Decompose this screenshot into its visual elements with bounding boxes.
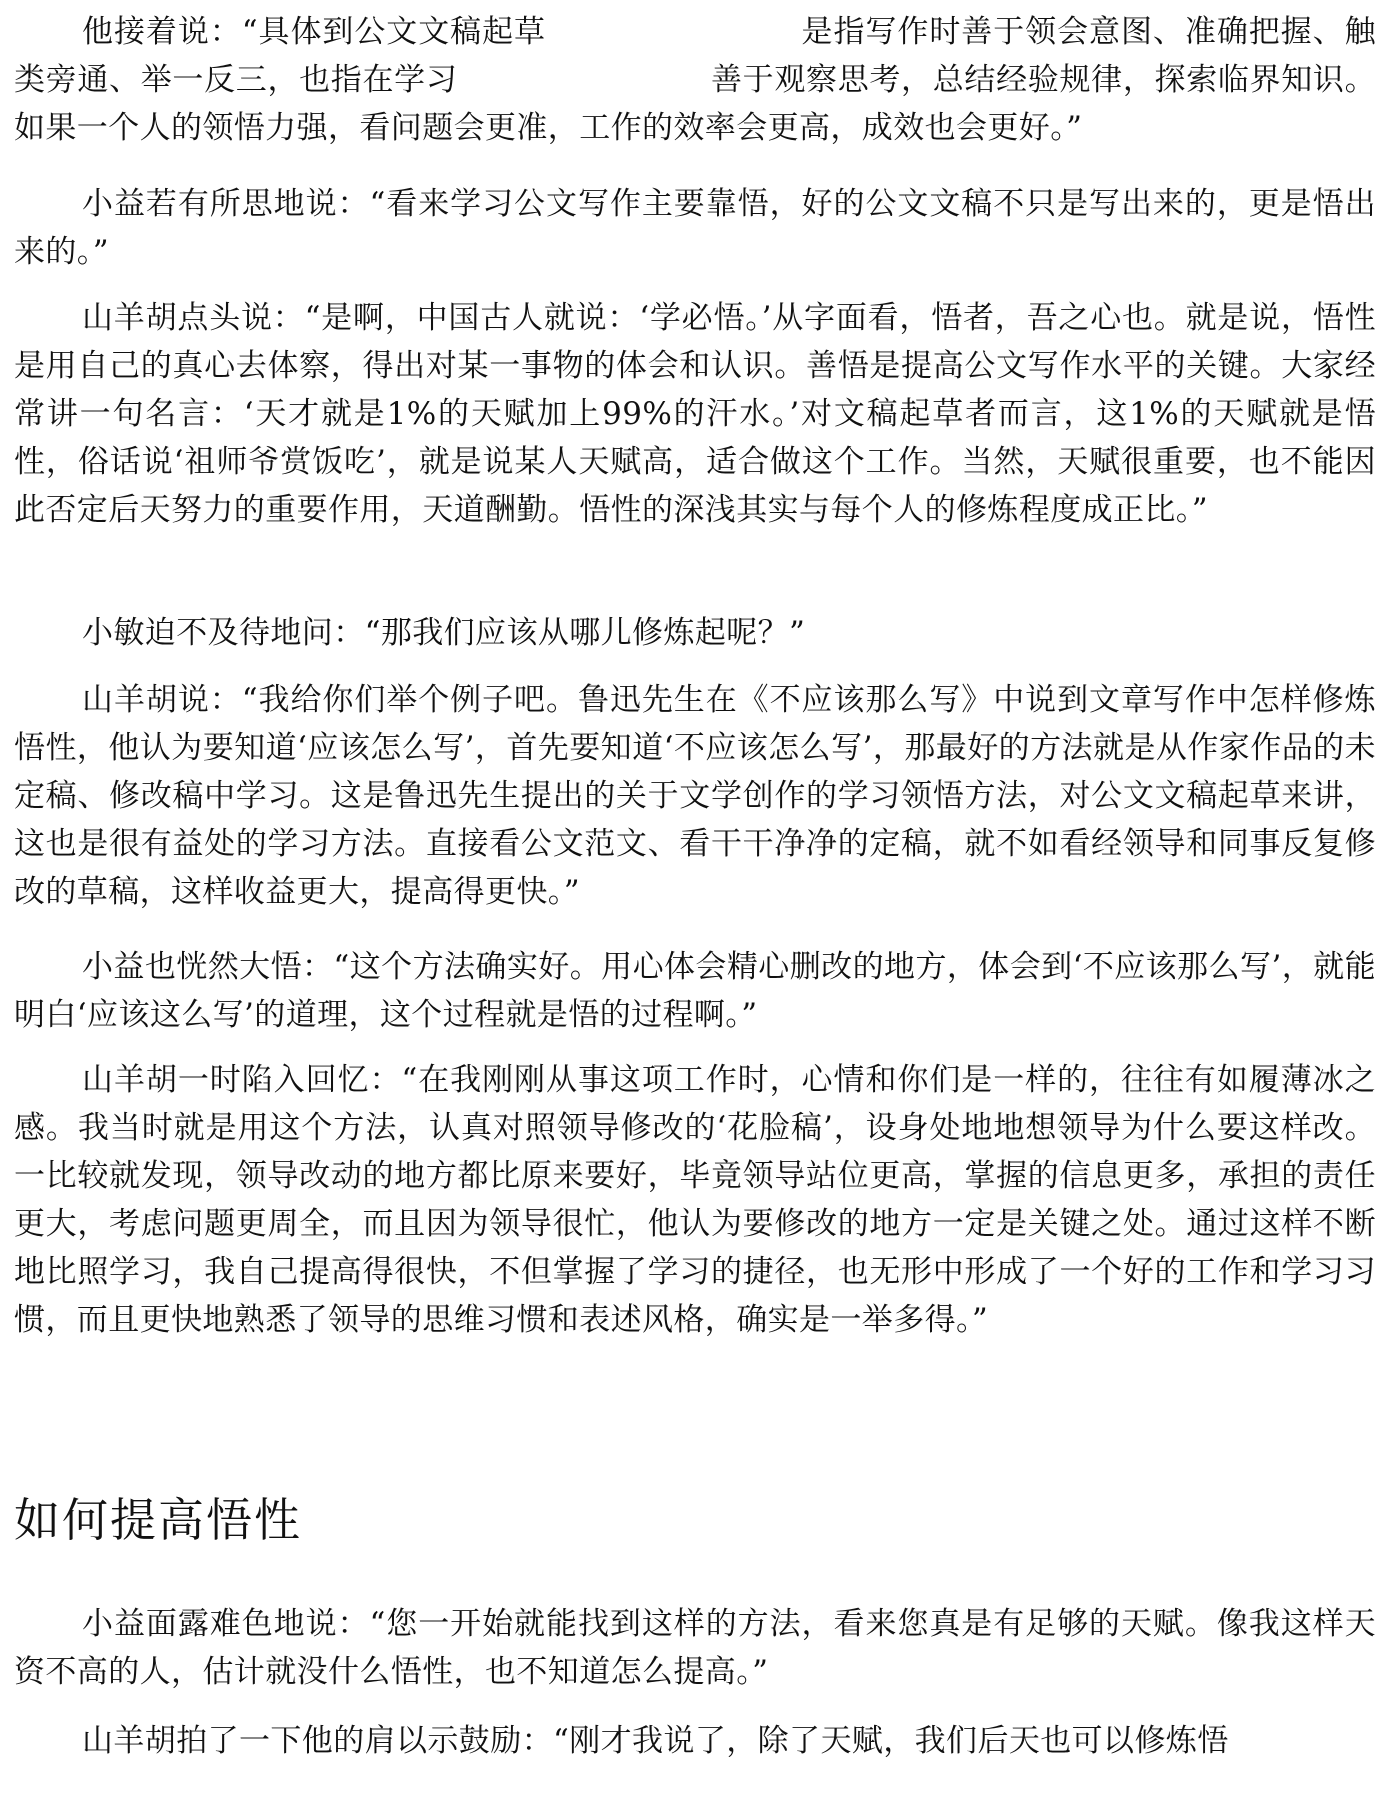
paragraph: 小敏迫不及待地问：“那我们应该从哪儿修炼起呢？”	[82, 615, 806, 651]
paragraph: 小益若有所思地说：“看来学习公文写作主要靠悟，好的公文文稿不只是写出来的，更是悟出来的。”	[14, 186, 1376, 270]
paragraph: 山羊胡一时陷入回忆：“在我刚刚从事这项工作时，心情和你们是一样的，往往有如履薄冰之感。我当时就是用这个方法，认真对照领导修改的‘花脸稿’，设身处地地想领导为什么要这样改。一比较就发现，领导改动的地方都比原来要好，毕竟领导站位更高，掌握的信息更多，承担的责任更大，考虑问题更周全，而且因为领导很忙，他认为要修改的地方一定是关键之处。通过这样不断地比照学习，我自己提高得很快，不但掌握了学习的捷径，也无形中形成了一个好的工作和学习习惯，而且更快地熟悉了领导的思维习惯和表述风格，确实是一举多得。”	[14, 1062, 1376, 1338]
section-heading: 如何提高悟性	[14, 1493, 302, 1547]
paragraph: 山羊胡拍了一下他的肩以示鼓励：“刚才我说了，除了天赋，我们后天也可以修炼悟	[82, 1723, 1229, 1759]
paragraph: 山羊胡说：“我给你们举个例子吧。鲁迅先生在《不应该那么写》中说到文章写作中怎样修炼悟性，他认为要知道‘应该怎么写’，首先要知道‘不应该怎么写’，那最好的方法就是从作家作品的未定稿、修改稿中学习。这是鲁迅先生提出的关于文学创作的学习领悟方法，对公文文稿起草来讲，这也是很有益处的学习方法。直接看公文范文、看干干净净的定稿，就不如看经领导和同事反复修改的草稿，这样收益更大，提高得更快。”	[14, 682, 1376, 910]
paragraph: 小益面露难色地说：“您一开始就能找到这样的方法，看来您真是有足够的天赋。像我这样天资不高的人，估计就没什么悟性，也不知道怎么提高。”	[14, 1606, 1376, 1690]
paragraph: 他接着说：“具体到公文文稿起草 是指写作时善于领会意图、准确把握、触类旁通、举一反三，也指在学习 善于观察思考，总结经验规律，探索临界知识。如果一个人的领悟力强，看问题会更准，工作的效率会更高，成效也会更好。”	[14, 14, 1376, 146]
paragraph: 小益也恍然大悟：“这个方法确实好。用心体会精心删改的地方，体会到‘不应该那么写’，就能明白‘应该这么写’的道理，这个过程就是悟的过程啊。”	[14, 949, 1376, 1033]
paragraph: 山羊胡点头说：“是啊，中国古人就说：‘学必悟。’从字面看，悟者，吾之心也。就是说，悟性是用自己的真心去体察，得出对某一事物的体会和认识。善悟是提高公文写作水平的关键。大家经常讲一句名言：‘天才就是1%的天赋加上99%的汗水。’对文稿起草者而言，这1%的天赋就是悟性，俗话说‘祖师爷赏饭吃’，就是说某人天赋高，适合做这个工作。当然，天赋很重要，也不能因此否定后天努力的重要作用，天道酬勤。悟性的深浅其实与每个人的修炼程度成正比。”	[14, 300, 1376, 528]
